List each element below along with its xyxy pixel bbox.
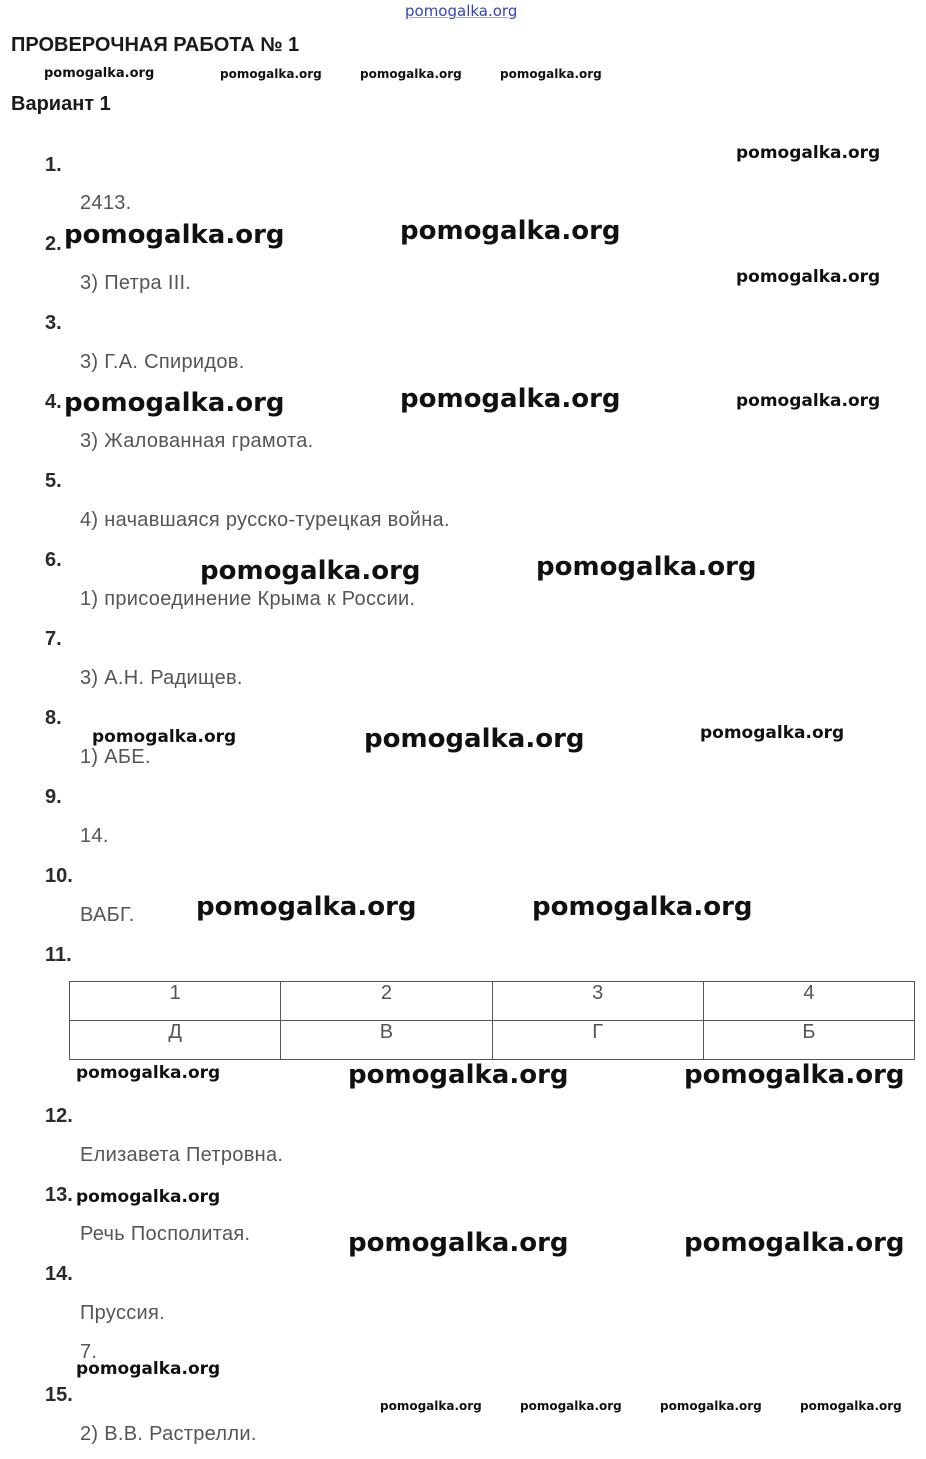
watermark: pomogalka.org [380,1399,482,1413]
watermark: pomogalka.org [736,391,881,411]
watermark: pomogalka.org [220,67,322,81]
page-title: ПРОВЕРОЧНАЯ РАБОТА № 1 [11,34,300,56]
question-number: 4. [45,391,62,413]
watermark: pomogalka.org [76,1187,221,1207]
question-number: 2. [45,233,62,255]
watermark: pomogalka.org [44,66,155,81]
question-number: 1. [45,154,62,176]
question-answer: Пруссия. [80,1302,166,1324]
watermark: pomogalka.org [800,1399,902,1413]
question-answer: ВАБГ. [80,904,135,926]
question-answer: 3) Петра III. [80,272,192,294]
question-number: 15. [45,1384,73,1406]
question-number: 7. [45,628,62,650]
question-answer: 3) Г.А. Спиридов. [80,351,245,373]
question-answer: 3) А.Н. Радищев. [80,667,243,689]
question-number: 9. [45,786,62,808]
watermark: pomogalka.org [660,1399,762,1413]
watermark: pomogalka.org [400,216,621,246]
table-cell: 3 [492,982,703,1021]
watermark: pomogalka.org [200,556,421,586]
watermark: pomogalka.org [736,143,881,163]
question-answer: 2413. [80,192,132,214]
matching-table [69,981,915,1060]
table-cell: 1 [70,982,281,1021]
question-number: 14. [45,1263,73,1285]
question-answer: 14. [80,825,109,847]
table-cell: Б [703,1021,914,1060]
question-number: 3. [45,312,62,334]
watermark: pomogalka.org [348,1228,569,1258]
question-answer: 3) Жалованная грамота. [80,430,314,452]
watermark: pomogalka.org [76,1359,221,1379]
watermark: pomogalka.org [700,723,845,743]
table-cell: Д [70,1021,281,1060]
question-answer: Елизавета Петровна. [80,1144,284,1166]
watermark: pomogalka.org [92,727,237,747]
question-answer: 4) начавшаяся русско-турецкая война. [80,509,450,531]
question-number: 10. [45,865,73,887]
table-row [70,982,915,1021]
question-answer: 1) присоединение Крыма к России. [80,588,416,610]
watermark: pomogalka.org [500,67,602,81]
question-number: 6. [45,549,62,571]
watermark: pomogalka.org [684,1060,905,1090]
site-link[interactable]: pomogalka.org [405,2,518,20]
watermark: pomogalka.org [364,724,585,754]
table-row [70,1021,915,1060]
question-answer: 1) АБЕ. [80,746,151,768]
question-answer: 2) В.В. Растрелли. [80,1423,257,1445]
watermark: pomogalka.org [736,267,881,287]
watermark: pomogalka.org [532,892,753,922]
watermark: pomogalka.org [520,1399,622,1413]
watermark: pomogalka.org [536,552,757,582]
watermark: pomogalka.org [684,1228,905,1258]
question-number: 11. [45,944,72,966]
watermark: pomogalka.org [400,384,621,414]
table-cell: Г [492,1021,703,1060]
question-answer: Речь Посполитая. [80,1223,251,1245]
watermark: pomogalka.org [64,388,285,418]
question-answer: 7. [80,1341,98,1363]
question-number: 12. [45,1105,73,1127]
table-cell: 4 [703,982,914,1021]
table-cell: В [281,1021,492,1060]
question-number: 13. [45,1184,73,1206]
watermark: pomogalka.org [76,1063,221,1083]
question-number: 5. [45,470,62,492]
table-cell: 2 [281,982,492,1021]
watermark: pomogalka.org [348,1060,569,1090]
watermark: pomogalka.org [196,892,417,922]
watermark: pomogalka.org [360,67,462,81]
question-number: 8. [45,707,62,729]
variant-heading: Вариант 1 [11,93,111,115]
watermark: pomogalka.org [64,220,285,250]
